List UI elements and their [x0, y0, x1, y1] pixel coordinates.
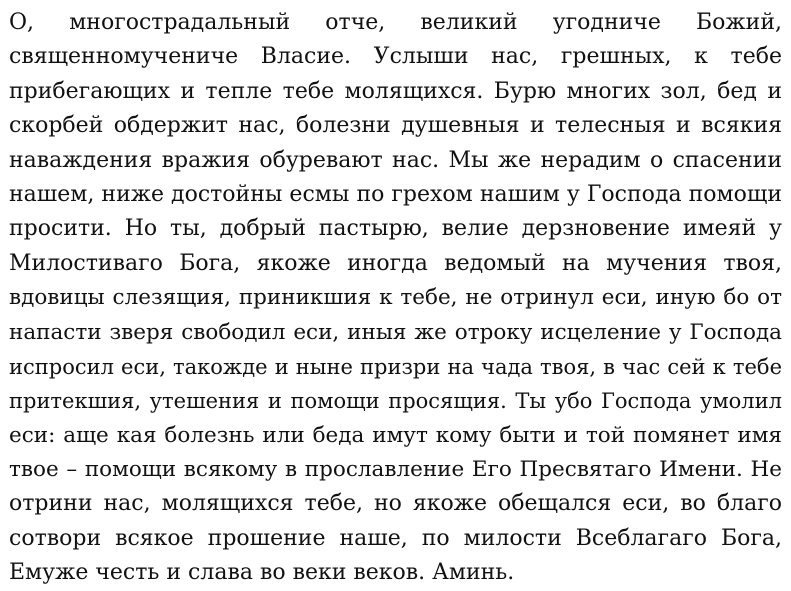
prayer-line: напасти зверя свободил еси, иныя же отроку исцеление у Господа — [9, 319, 782, 345]
prayer-line: прибегающих и тепле тебе молящихся. Бурю многих зол, бед и — [9, 78, 782, 104]
prayer-line: наваждения вражия обуревают нас. Мы же нерадим о спасении — [9, 147, 782, 173]
prayer-line: твое – помощи всякому в прославление Его Пресвятаго Имени. Не — [9, 457, 782, 483]
prayer-line: священномучениче Власие. Услыши нас, грешных, к тебе — [9, 44, 782, 70]
prayer-line: скорбей обдержит нас, болезни душевныя и телесныя и всякия — [9, 113, 782, 139]
prayer-line-final: Емуже честь и слава во веки веков. Аминь. — [9, 560, 515, 586]
prayer-page — [0, 6, 791, 586]
prayer-line: вдовицы слезящия, приникшия к тебе, не отринул еси, иную бо от — [9, 285, 782, 311]
prayer-line: притекшия, утешения и помощи просящия. Ты убо Господа умолил — [9, 389, 782, 414]
prayer-line: О, многострадальный отче, великий угодниче Божий, — [9, 10, 782, 35]
prayer-line: Милостиваго Бога, якоже иногда ведомый на мучения твоя, — [9, 250, 782, 276]
prayer-line: отрини нас, молящихся тебе, но якоже обещался еси, во благо — [9, 491, 782, 517]
prayer-line: еси: аще кая болезнь или беда имут кому быти и той помянет имя — [9, 422, 782, 448]
prayer-text-block — [9, 6, 782, 591]
prayer-line: испросил еси, такожде и ныне призри на чада твоя, в час сей к тебе — [9, 354, 782, 379]
prayer-line: сотвори всякое прошение наше, по милости Всеблагаго Бога, — [9, 525, 782, 551]
prayer-line: просити. Но ты, добрый пастырю, велие дерзновение имеяй у — [9, 216, 782, 242]
prayer-line: нашем, ниже достойны есмы по грехом нашим у Господа помощи — [9, 181, 782, 207]
